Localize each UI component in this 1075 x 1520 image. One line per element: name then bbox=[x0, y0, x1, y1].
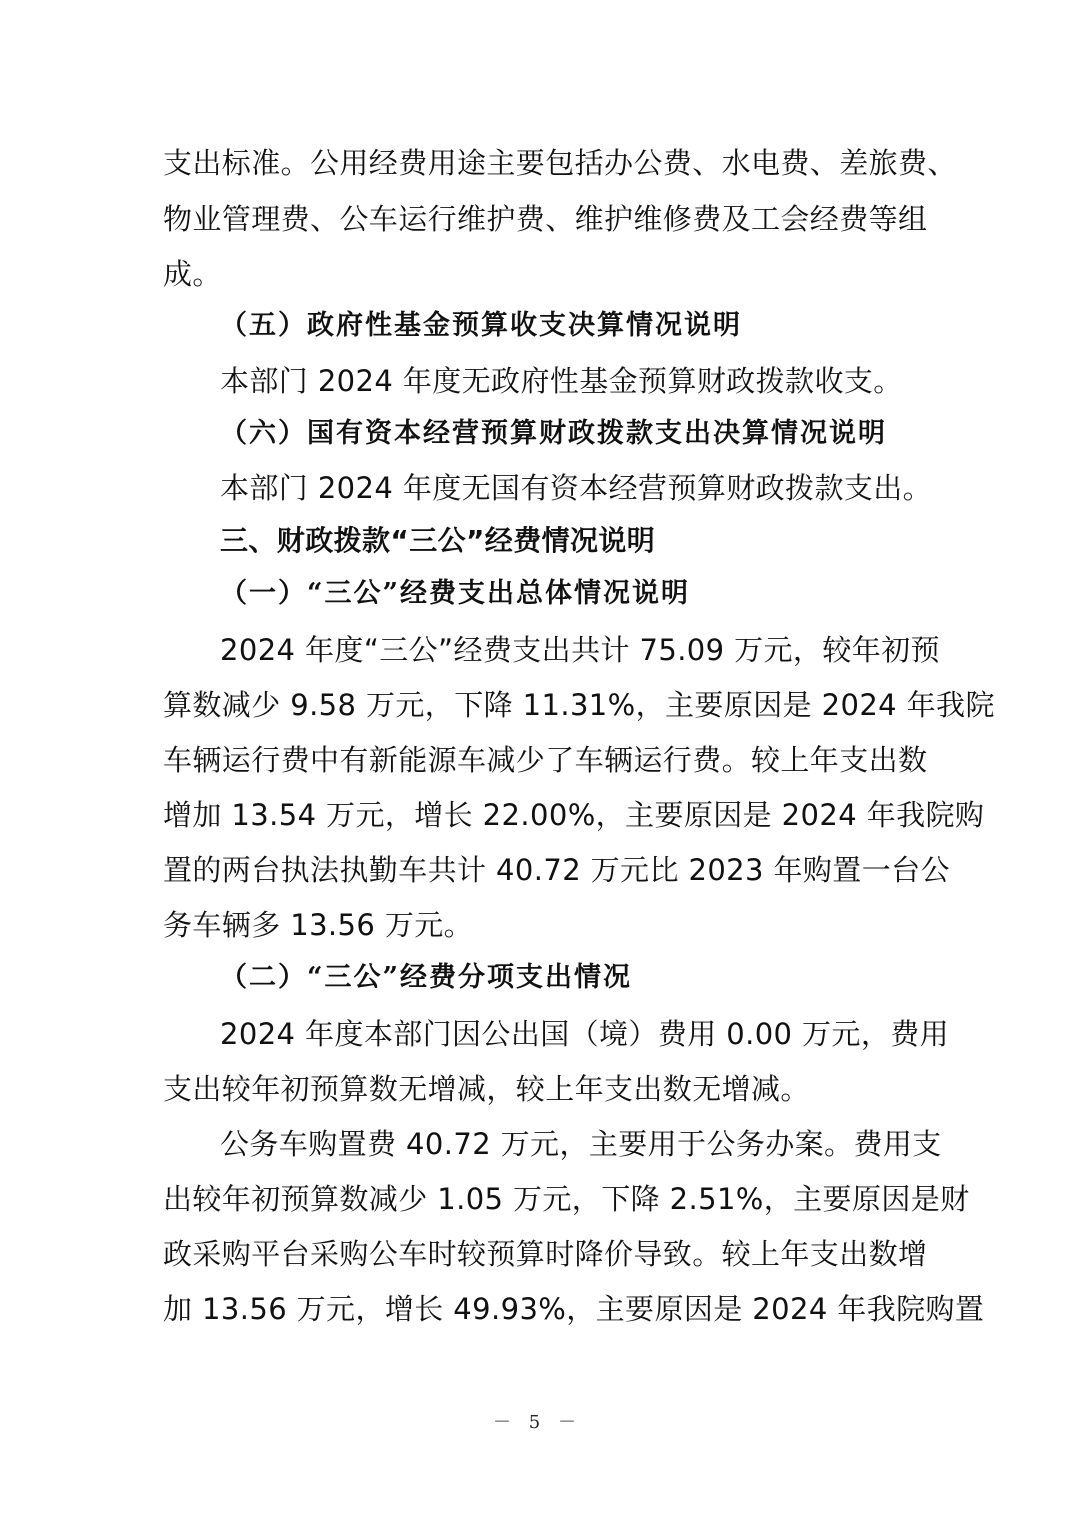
body-text-line: 务车辆多 13.56 万元。 bbox=[163, 908, 474, 942]
body-text-line: 物业管理费、公车运行维护费、维护维修费及工会经费等组 bbox=[163, 202, 928, 236]
body-text-line: 本部门 2024 年度无国有资本经营预算财政拨款支出。 bbox=[220, 471, 933, 505]
body-text-line: 支出标准。公用经费用途主要包括办公费、水电费、差旅费、 bbox=[163, 146, 957, 180]
subsection-heading-itemized: （二）“三公”经费分项支出情况 bbox=[220, 962, 633, 993]
body-text-line: 置的两台执法执勤车共计 40.72 万元比 2023 年购置一台公 bbox=[163, 853, 950, 887]
subsection-heading-overall: （一）“三公”经费支出总体情况说明 bbox=[220, 578, 691, 609]
body-text-line: 2024 年度本部门因公出国（境）费用 0.00 万元，费用 bbox=[220, 1017, 950, 1051]
body-text-line: 成。 bbox=[163, 257, 222, 291]
body-text-line: 出较年初预算数减少 1.05 万元，下降 2.51%，主要原因是财 bbox=[163, 1182, 970, 1216]
body-text-line: 2024 年度“三公”经费支出共计 75.09 万元，较年初预 bbox=[220, 633, 940, 667]
body-text-line: 支出较年初预算数无增减，较上年支出数无增减。 bbox=[163, 1072, 810, 1106]
page-number: － 5 － bbox=[493, 1412, 582, 1433]
body-text-line: 算数减少 9.58 万元，下降 11.31%，主要原因是 2024 年我院 bbox=[163, 688, 995, 722]
subsection-heading-government-fund: （五）政府性基金预算收支决算情况说明 bbox=[220, 310, 742, 341]
subsection-heading-state-capital: （六）国有资本经营预算财政拨款支出决算情况说明 bbox=[220, 418, 887, 449]
body-text-line: 增加 13.54 万元，增长 22.00%，主要原因是 2024 年我院购 bbox=[163, 798, 985, 832]
body-text-line: 政采购平台采购公车时较预算时降价导致。较上年支出数增 bbox=[163, 1237, 928, 1271]
section-heading-three-public: 三、财政拨款“三公”经费情况说明 bbox=[220, 524, 656, 557]
body-text-line: 本部门 2024 年度无政府性基金预算财政拨款收支。 bbox=[220, 364, 903, 398]
body-text-line: 加 13.56 万元，增长 49.93%，主要原因是 2024 年我院购置 bbox=[163, 1292, 985, 1326]
body-text-line: 车辆运行费中有新能源车减少了车辆运行费。较上年支出数 bbox=[163, 743, 928, 777]
body-text-line: 公务车购置费 40.72 万元，主要用于公务办案。费用支 bbox=[220, 1127, 942, 1161]
